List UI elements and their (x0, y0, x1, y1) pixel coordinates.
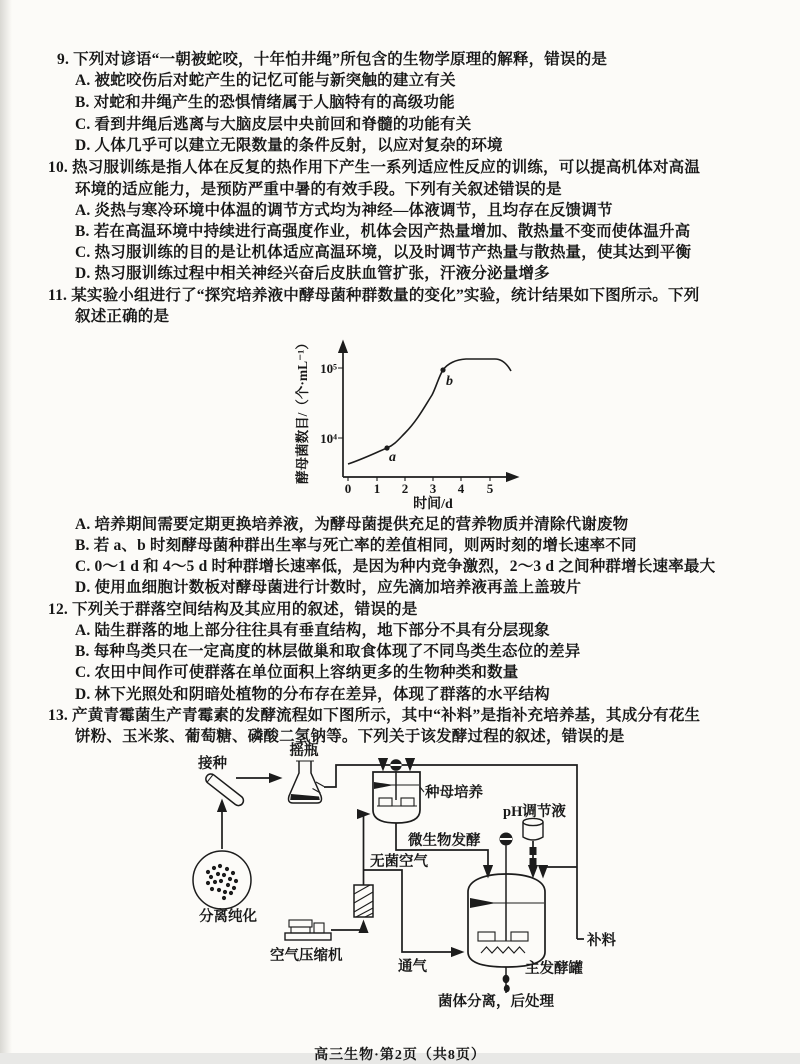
x-tick-4: 4 (457, 481, 465, 496)
y-tick-1e4: 10⁴ (320, 431, 337, 446)
question-12-option-a: A. 陆生群落的地上部分往往具有垂直结构，地下部分不具有分层现象 (75, 622, 550, 639)
question-10-option-d: D. 热习服训练过程中相关神经兴奋后皮肤血管扩张，汗液分泌量增多 (75, 265, 550, 282)
inoculation-label: 接种 (198, 756, 227, 772)
x-tick-1: 1 (373, 481, 381, 496)
shake-flask-label: 摇瓶 (289, 743, 319, 759)
post-processing-label: 菌体分离，后处理 (438, 994, 554, 1010)
question-9-option-a: A. 被蛇咬伤后对蛇产生的记忆可能与新突触的建立有关 (75, 72, 456, 89)
question-9-option-b: B. 对蛇和井绳产生的恐惧情绪属于人脑特有的高级功能 (75, 94, 455, 111)
feed-branch-pipe (543, 867, 577, 876)
point-a-label: a (389, 450, 396, 465)
ph-solution-label: pH调节液 (503, 804, 566, 820)
petri-dish-shape (193, 851, 251, 909)
ph-valve-1 (530, 847, 537, 855)
question-13-stem-line2: 饼粉、玉米浆、葡萄糖、磷酸二氢钠等。下列关于该发酵过程的叙述，错误的是 (75, 728, 625, 745)
question-12-option-b: B. 每种鸟类只在一定高度的林层做巢和取食体现了不同鸟类生态位的差异 (75, 643, 581, 660)
question-10-option-a: A. 炎热与寒冷环境中体温的调节方式均为神经—体液调节，且均存在反馈调节 (75, 202, 613, 219)
question-12-option-d: D. 林下光照处和阴暗处植物的分布存在差异，体现了群落的水平结构 (75, 686, 550, 703)
main-fermenter-label: 主发酵罐 (525, 961, 583, 977)
point-b-dot (440, 367, 445, 372)
y-axis-label: 酵母菌数目/（个·mL⁻¹） (295, 336, 310, 484)
question-12-option-c: C. 农田中间作可使群落在单位面积上容纳更多的生物种类和数量 (75, 664, 519, 681)
question-10-stem-line2: 环境的适应能力，是预防严重中暑的有效手段。下列有关叙述错误的是 (75, 181, 562, 198)
feed-label: 补料 (587, 933, 616, 949)
scan-edge-shadow (0, 0, 12, 1053)
yeast-growth-chart (285, 332, 535, 512)
question-10-stem-line1: 10. 热习服训练是指人体在反复的热作用下产生一系列适应性反应的训练，可以提高机体对高温 (48, 159, 701, 176)
outlet-valve-shape (503, 967, 510, 993)
microbial-fermentation-label: 微生物发酵 (408, 833, 481, 849)
air-filter-shape (354, 885, 373, 917)
seed-tank-motor-icon (390, 759, 402, 771)
isolation-label: 分离纯化 (199, 909, 257, 925)
question-10-option-b: B. 若在高温环境中持续进行高强度作业，机体会因产热量增加、散热量不变而使体温升高 (75, 223, 691, 240)
question-9-stem: 9. 下列对谚语“一朝被蛇咬，十年怕井绳”所包含的生物学原理的解释，错误的是 (57, 51, 608, 68)
x-tick-5: 5 (486, 481, 494, 496)
page-footer: 高三生物·第2页（共8页） (314, 1048, 486, 1063)
air-compressor-label: 空气压缩机 (270, 948, 343, 964)
question-11-option-c: C. 0～1 d 和 4～5 d 时种群增长速率低，是因为种内竞争激烈，2～3 d 之间种群增长速率最大 (75, 558, 716, 575)
question-11-option-d: D. 使用血细胞计数板对酵母菌进行计数时，应先滴加培养液再盖上盖玻片 (75, 579, 582, 596)
fermenter-motor-icon (500, 833, 513, 942)
question-11-stem-line1: 11. 某实验小组进行了“探究培养液中酵母菌种群数量的变化”实验，统计结果如下图所示。下列 (48, 287, 700, 304)
x-axis-label: 时间/d (413, 497, 453, 512)
air-to-main-pipe (364, 870, 463, 952)
growth-curve (348, 359, 511, 464)
sterile-air-label: 无菌空气 (370, 854, 428, 870)
seed-culture-label: 种母培养 (425, 785, 483, 801)
aeration-label: 通气 (398, 959, 427, 975)
fermentation-diagram (140, 742, 640, 1017)
question-13-stem-line1: 13. 产黄青霉菌生产青霉素的发酵流程如下图所示，其中“补料”是指补充培养基，其成分有花生 (48, 707, 701, 724)
question-11-option-a: A. 培养期间需要定期更换培养液，为酵母菌提供充足的营养物质并清除代谢废物 (75, 516, 629, 533)
x-tick-0: 0 (344, 481, 352, 496)
point-b-label: b (446, 374, 453, 389)
x-tick-3: 3 (429, 481, 437, 496)
question-11-option-b: B. 若 a、b 时刻酵母菌种群出生率与死亡率的差值相同，则两时刻的增长速率不同 (75, 537, 637, 554)
air-compressor-shape (285, 920, 331, 940)
compressor-to-filter-pipe (331, 922, 364, 930)
question-9-option-d: D. 人体几乎可以建立无限数量的条件反射，以应对复杂的环境 (75, 137, 503, 154)
seed-tank-shape (373, 771, 420, 823)
ph-valve-2 (530, 858, 537, 866)
y-tick-1e5: 10⁵ (320, 361, 337, 376)
question-10-option-c: C. 热习服训练的目的是让机体适应高温环境，以及时调节产热量与散热量，使其达到平衡 (75, 244, 692, 261)
question-9-option-c: C. 看到井绳后逃离与大脑皮层中央前回和脊髓的功能有关 (75, 116, 472, 133)
ph-reservoir-shape (523, 818, 543, 840)
question-11-stem-line2: 叙述正确的是 (75, 308, 170, 325)
question-12-stem: 12. 下列关于群落空间结构及其应用的叙述，错误的是 (48, 601, 418, 618)
air-to-seed-pipe (364, 814, 369, 885)
shake-flask-shape (289, 761, 325, 803)
x-tick-2: 2 (401, 481, 409, 496)
colony-dots (206, 864, 238, 900)
